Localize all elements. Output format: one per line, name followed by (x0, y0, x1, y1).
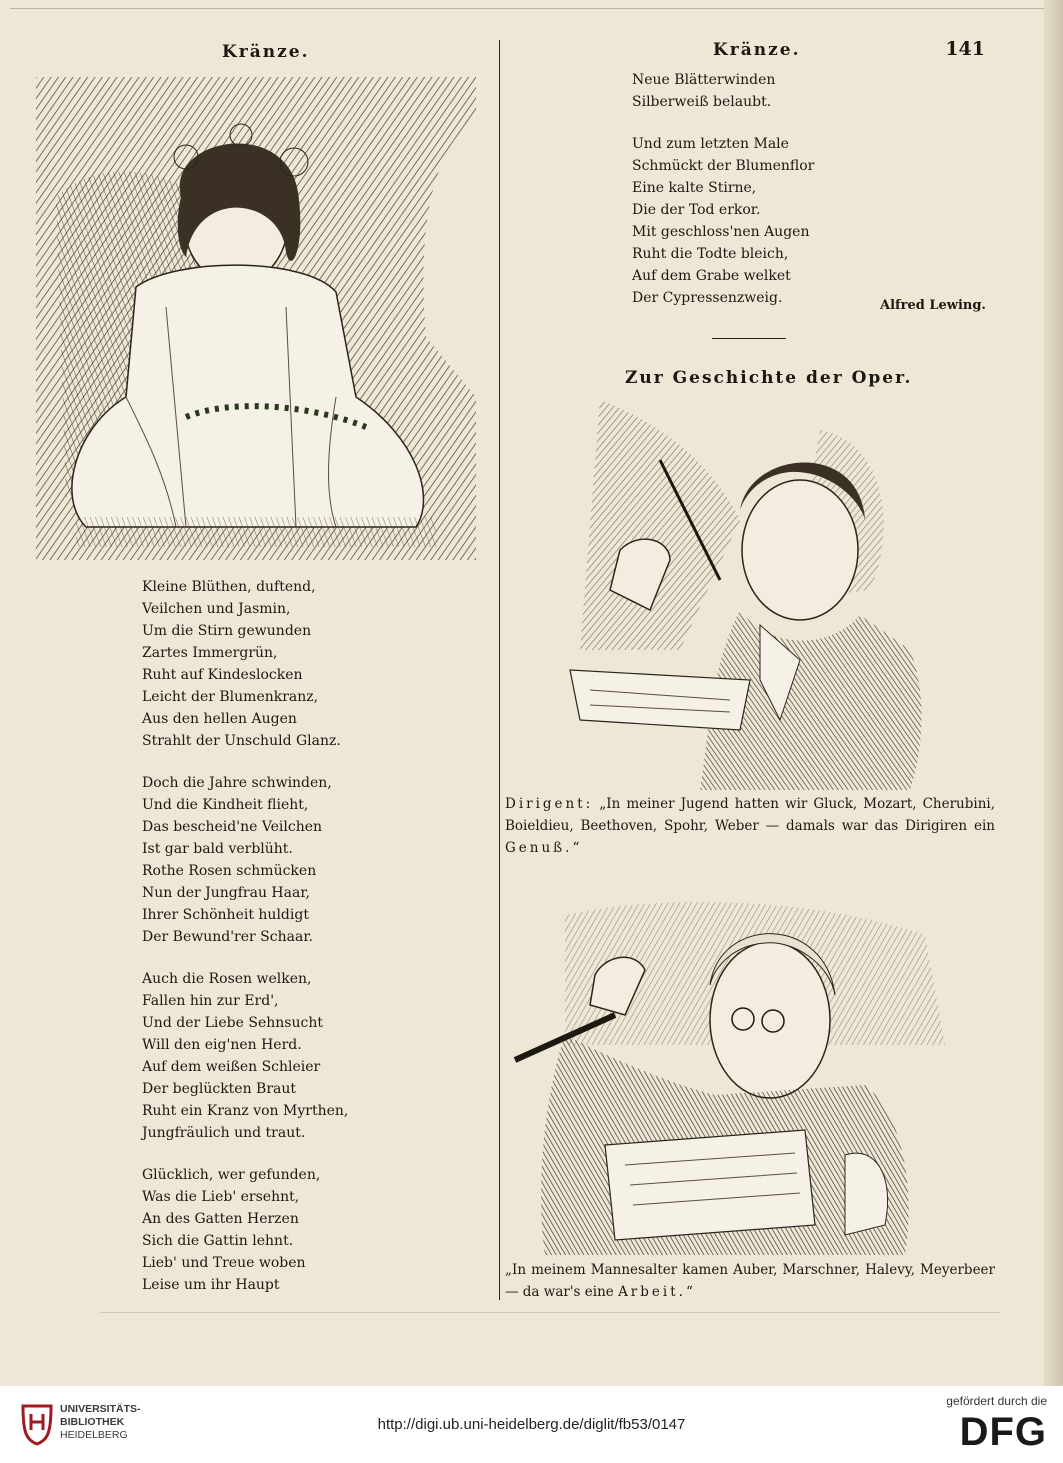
old-conductor-engraving (505, 895, 995, 1255)
poem-right-column (632, 69, 814, 329)
caption-old-conductor (505, 1259, 995, 1303)
poem-line: Neue Blätterwinden (632, 72, 776, 88)
poem-line: Ruht auf Kindeslocken (142, 667, 303, 683)
poem-line: Mit geschloss'nen Augen (632, 224, 810, 240)
poem-left-column (142, 576, 348, 1316)
poem-line: Nun der Jungfrau Haar, (142, 885, 310, 901)
poem-line: Ruht die Todte bleich, (632, 246, 789, 262)
library-name-line: UNIVERSITÄTS- (60, 1403, 141, 1415)
caption-speaker: Dirigent: (505, 796, 594, 812)
young-conductor-engraving (560, 400, 960, 790)
poem-line: An des Gatten Herzen (142, 1211, 299, 1227)
poem-line: Fallen hin zur Erd', (142, 993, 279, 1009)
dfg-logo: DFG (959, 1410, 1047, 1454)
caption-text: „In meiner Jugend hatten wir Gluck, Mozart, Cherubini, Boieldieu, Beethoven, Spohr, Weber — damals war das Dirigiren ein (505, 796, 995, 834)
poem-line: Rothe Rosen schmücken (142, 863, 317, 879)
library-name-line: BIBLIOTHEK (60, 1416, 125, 1428)
stanza-3 (142, 968, 348, 1144)
illustration-old-conductor (505, 895, 995, 1255)
caption-close-quote: “ (572, 840, 580, 856)
poem-line: Kleine Blüthen, duftend, (142, 579, 316, 595)
stanza-5 (632, 69, 814, 113)
girl-engraving (36, 77, 476, 560)
poem-line: Zartes Immergrün, (142, 645, 278, 661)
poem-line: Die der Tod erkor. (632, 202, 761, 218)
funding-note: gefördert durch die (946, 1394, 1047, 1408)
stanza-4 (142, 1164, 348, 1296)
poem-line: Glücklich, wer gefunden, (142, 1167, 321, 1183)
poem-line: Und der Liebe Sehnsucht (142, 1015, 323, 1031)
illustration-young-conductor (560, 400, 960, 790)
library-name-line: HEIDELBERG (60, 1429, 128, 1441)
running-head-left: Kränze. (222, 42, 310, 62)
caption-emphasis: Arbeit. (618, 1284, 686, 1300)
column-divider (499, 40, 500, 1300)
section-separator (712, 338, 786, 339)
viewer-footer (0, 1386, 1063, 1463)
poem-line: Leicht der Blumenkranz, (142, 689, 319, 705)
poem-line: Schmückt der Blumenflor (632, 158, 815, 174)
page-number: 141 (945, 38, 985, 60)
poem-line: Silberweiß belaubt. (632, 94, 772, 110)
poem-line: Doch die Jahre schwinden, (142, 775, 332, 791)
poem-line: Der beglückten Braut (142, 1081, 297, 1097)
poem-line: Auch die Rosen welken, (142, 971, 312, 987)
poem-line: Sich die Gattin lehnt. (142, 1233, 294, 1249)
poem-line: Auf dem weißen Schleier (142, 1059, 321, 1075)
running-head-right: Kränze. (713, 40, 801, 60)
poem-line: Der Cypressenzweig. (632, 290, 783, 306)
poem-author: Alfred Lewing. (880, 298, 986, 313)
stanza-6 (632, 133, 814, 309)
poem-line: Jungfräulich und traut. (142, 1125, 306, 1141)
section-title: Zur Geschichte der Oper. (625, 368, 913, 388)
poem-line: Leise um ihr Haupt (142, 1277, 280, 1293)
page-top-rule (10, 8, 1050, 9)
poem-line: Und zum letzten Male (632, 136, 789, 152)
poem-line: Um die Stirn gewunden (142, 623, 312, 639)
poem-line: Eine kalte Stirne, (632, 180, 757, 196)
stanza-1 (142, 576, 348, 752)
poem-line: Ist gar bald verblüht. (142, 841, 293, 857)
poem-line: Veilchen und Jasmin, (142, 601, 291, 617)
poem-line: Will den eig'nen Herd. (142, 1037, 302, 1053)
poem-line: Ruht ein Kranz von Myrthen, (142, 1103, 349, 1119)
caption-emphasis: Genuß. (505, 840, 573, 856)
poem-line: Was die Lieb' ersehnt, (142, 1189, 300, 1205)
permalink-url[interactable]: http://digi.ub.uni-heidelberg.de/diglit/fb53/0147 (377, 1416, 686, 1433)
poem-line: Auf dem Grabe welket (632, 268, 791, 284)
page-gutter-shadow (1044, 0, 1063, 1386)
caption-close-quote: “ (685, 1284, 693, 1300)
caption-young-conductor (505, 793, 995, 859)
caption-text: „In meinem Mannesalter kamen Auber, Marschner, Halevy, Meyerbeer — da war's eine (505, 1262, 995, 1300)
stanza-2 (142, 772, 348, 948)
poem-line: Der Bewund'rer Schaar. (142, 929, 313, 945)
illustration-girl-with-wreath (36, 77, 476, 560)
poem-line: Ihrer Schönheit huldigt (142, 907, 309, 923)
poem-line: Lieb' und Treue woben (142, 1255, 306, 1271)
poem-line: Strahlt der Unschuld Glanz. (142, 733, 341, 749)
poem-line: Das bescheid'ne Veilchen (142, 819, 323, 835)
poem-line: Und die Kindheit flieht, (142, 797, 309, 813)
poem-line: Aus den hellen Augen (142, 711, 297, 727)
